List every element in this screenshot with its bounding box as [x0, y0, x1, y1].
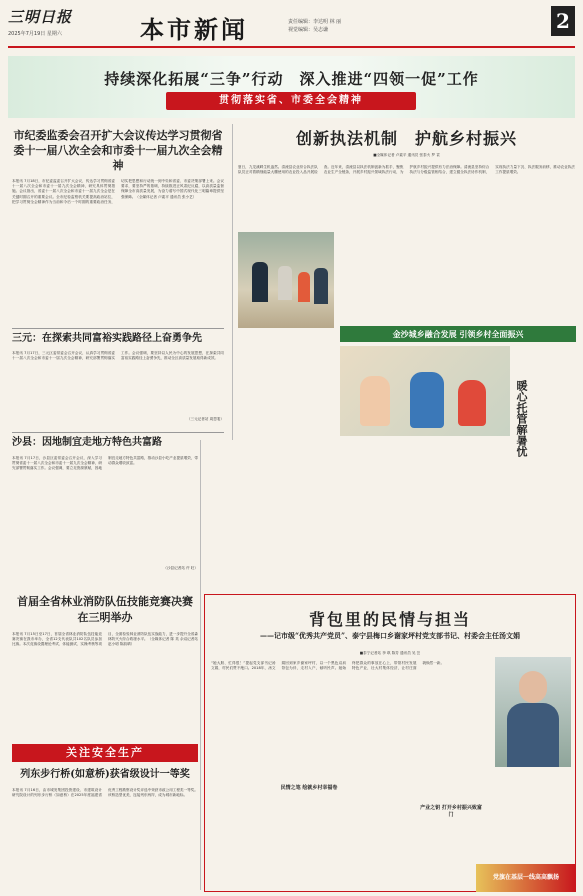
- lead-article: [12, 128, 224, 318]
- bridge-headline: 列东步行桥(如意桥)获省级设计一等奖: [20, 769, 190, 780]
- editor-line-1: 责任编辑：李达明 林 丽: [288, 19, 342, 25]
- masthead: [8, 6, 575, 44]
- banner-subtitle-bar: [166, 92, 416, 110]
- sanyuan-article: [12, 332, 224, 428]
- sanyuan-caption: （三元记者站 周思斐）: [186, 417, 224, 421]
- forest-body: 本报讯 7月15日至17日，首届全省林业消防队伍技能竞赛决赛在我市举办，全省12支代表队共102名队员参加比赛。本次竞赛设置理论考试、体能测试、实操考核等项目，全面检验林业消防队伍实战能力，进一步提升全省森林防灭火综合救援水平。（全媒体记者 陈 英 余双记者站 赵小明 陈韵晴）: [12, 632, 198, 647]
- profile-body: “她大胆、忙得很！”提起党支部书记汤文娟，村民们赞不绝口。2018年，汤文娟回到家乡谢家坪村，以一个黑色双肩背包为伴，走村入户，倾听民声。她始终把群众的事放在心上，带领村民发展特色产业，壮大村集体经济，让村庄面貌焕然一新。: [211, 661, 445, 671]
- banner-title: 持续深化拓展“三争”行动 深入推进“四领一促”工作: [104, 70, 479, 88]
- profile-headline: 背包里的民情与担当: [308, 610, 471, 629]
- safety-banner-text: 关注安全生产: [66, 746, 144, 759]
- section-heading-2: 产业之钥 打开乡村振兴致富门: [420, 805, 482, 818]
- header-divider: [8, 46, 575, 48]
- profile-feature-box: [204, 594, 576, 892]
- jinsha-banner: [340, 326, 576, 342]
- shaxian-body: 本报讯 7月17日，沙县区委常委会召开会议，深入学习贯彻省委十一届八次全会和市委十一届九次全会精神，研究部署贯彻落实工作。会议强调，要立足资源禀赋，因地制宜走地方特色共富路，推动沙县小吃产业提质增效，带动群众增收致富。: [12, 456, 198, 471]
- shaxian-caption: （沙县记者站 许 旺）: [163, 566, 198, 570]
- child-care-photo: [340, 346, 510, 436]
- rule: [12, 328, 224, 329]
- section-title: 本市新闻: [140, 15, 248, 44]
- safety-banner: [12, 744, 198, 762]
- profile-subtitle: ——记市级“优秀共产党员”、泰宁县梅口乡谢家坪村党支部书记、村委会主任汤文娟: [259, 631, 521, 640]
- sanyuan-headline: 三元：在探索共同富裕实践路径上奋勇争先: [12, 333, 202, 344]
- footer-banner: [476, 864, 576, 892]
- police-children-photo: [238, 232, 334, 328]
- page-number: 2: [551, 6, 575, 36]
- feature-byline: ■全媒体记者 卢素平 通讯员 张泰火 罗 袁: [373, 153, 440, 157]
- feature-headline: 创新执法机制 护航乡村振兴: [295, 129, 517, 148]
- shaxian-headline: 沙县：因地制宜走地方特色共富路: [12, 437, 162, 448]
- editor-line-2: 视觉编辑：吴志谦: [288, 27, 329, 33]
- theme-banner: [8, 56, 575, 118]
- sidebar-vertical-title: 暖心托管解暑忧: [515, 380, 528, 457]
- footer-banner-text: 党旗在基层一线高高飘扬: [492, 874, 559, 881]
- section-heading-1: 民情之笔 绘就乡村幸福卷: [280, 785, 338, 791]
- tang-wenjuan-portrait: [495, 657, 571, 767]
- logo: 三明日报: [8, 8, 73, 26]
- jinsha-banner-text: 金沙城乡融合发展 引领乡村全面振兴: [392, 329, 524, 339]
- issue-date: 2025年7月19日 星期六: [8, 31, 62, 37]
- shaxian-article: [12, 436, 198, 586]
- banner-subtitle: 贯彻落实省、市委全会精神: [219, 95, 363, 106]
- feature-body: 夏日，九龙溪畔生机盎然。清流县农业综合执法队队员正对着精细能量大棚使用的农业投入品开展检查。近年来，清流县以执法机制创新为抓手，聚焦农业生产全链条，开展乡村振兴领域执法行动，为护航乡村振兴提供有力法治保障。清流县坚持综合执法与分级监管相结合，建立健全执法协作机制，实现执法力量下沉、执法服务前移，推动农业执法工作提质增效。: [238, 165, 575, 175]
- lead-headline: 市纪委监委会召开扩大会议传达学习贯彻省委十一届八次全会和市委十一届九次全会精神: [13, 129, 223, 172]
- bridge-article: [12, 768, 198, 892]
- lead-body: 本报讯 7月18日，市纪委监委召开扩大会议，传达学习贯彻省委十一届八次全会和市委十一届九次全会精神，研究具体贯彻措施。会议指出，省委十一届八次全会和市委十一届九次全会是在关键时期召开的重要会议。全市纪检监察机关要提高政治站位，把学习贯彻全会精神作为当前和今后一个时期的重要政治任务，切实把思想和行动统一到中央和省委、市委决策部署上来。会议要求，要坚持严的基调，持续推进正风肃纪反腐，以高质量监督保障全市高质量发展，为奋力谱写中国式现代化三明篇章提供坚强保障。（全媒体记者 卢素平 通讯员 张小艺）: [12, 179, 224, 204]
- forest-headline: 首届全省林业消防队伍技能竞赛决赛在三明举办: [17, 595, 193, 624]
- bridge-body: 本报讯 7月16日，由市城发集团投资建设、市建筑设计研究院设计的列东步行桥（如意桥）在2025年度福建省优秀工程勘察设计奖评选中荣获市政公用工程类一等奖。该桥造型优美，连接列东两岸，成为城市新地标。: [12, 788, 198, 798]
- profile-byline: ■泰宁记者站 李 琪 陈芳 通讯员 吴 芸: [359, 651, 421, 655]
- rule: [12, 432, 224, 433]
- sanyuan-body: 本报讯 7月17日，三元区委常委会召开会议，认真学习贯彻省委十一届八次全会和市委十一届九次全会精神，研究部署贯彻落实工作。会议强调，要坚持以人民为中心的发展思想，在探索共同富裕实践路径上奋勇争先，推动全区高质量发展取得新成效。: [12, 351, 224, 361]
- forest-article: [12, 594, 198, 708]
